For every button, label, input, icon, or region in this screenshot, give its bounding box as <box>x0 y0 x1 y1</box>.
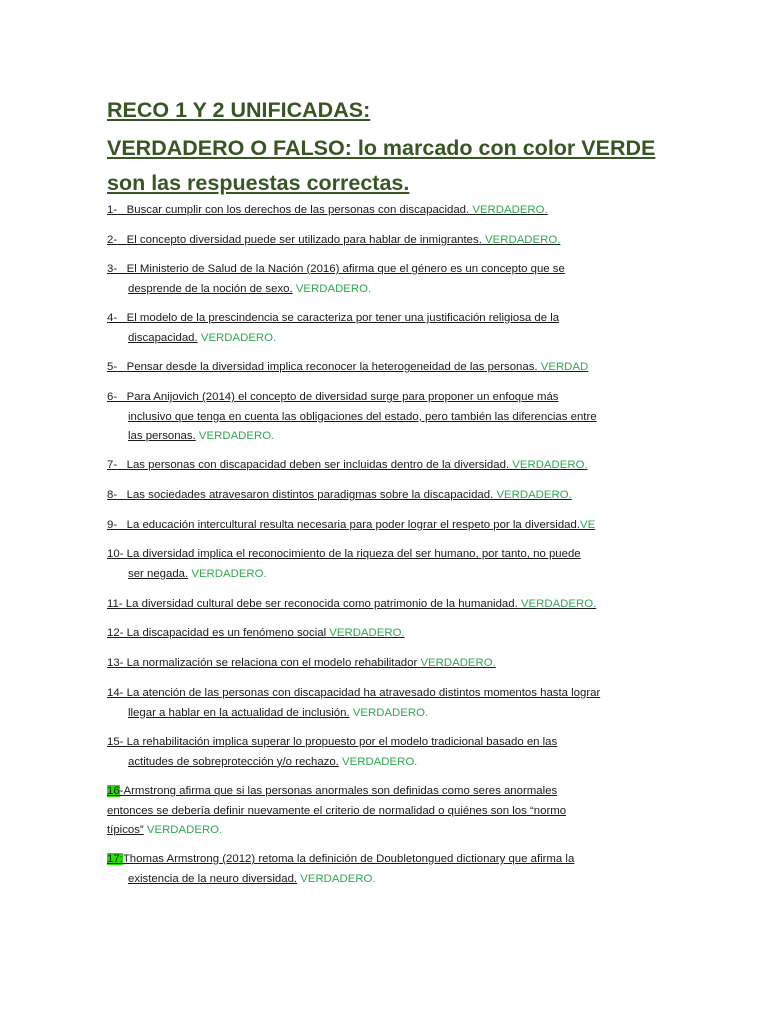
question-text: las personas. <box>128 430 196 443</box>
question-text: existencia de la neuro diversidad. <box>128 872 298 885</box>
answer-label: VERDADERO. <box>295 282 372 295</box>
question-number: 7- <box>107 459 118 471</box>
question-line <box>107 654 667 674</box>
question-number: 1- <box>107 204 118 216</box>
answer-label: VERDADERO. <box>352 706 429 719</box>
question-number: 2- <box>107 234 118 246</box>
question-line <box>107 624 667 644</box>
question-text: La atención de las personas con discapacidad ha atravesado distintos momentos hasta lograr <box>126 687 601 699</box>
question-number: 11- <box>107 598 123 610</box>
answer-label: VERDAD <box>540 361 589 373</box>
question-text: ser negada. <box>128 567 189 580</box>
question-text: inclusivo que tenga en cuenta las obligaciones del estado, pero también las diferencias entre <box>128 410 597 423</box>
question-text: La normalización se relaciona con el modelo rehabilitador <box>126 657 418 669</box>
question-text: entonces se debería definir nuevamente el criterio de normalidad o quiénes son los “normo <box>107 804 567 817</box>
question-number: 13- <box>107 657 124 669</box>
question-line <box>107 358 667 378</box>
question-item-12 <box>107 624 667 644</box>
answer-label: VERDADERO. <box>496 489 572 501</box>
question-line <box>107 516 667 536</box>
question-text: La diversidad cultural debe ser reconocida como patrimonio de la humanidad. <box>125 598 518 610</box>
question-number: 15- <box>107 736 124 748</box>
question-number: 5- <box>107 361 118 373</box>
question-text: El modelo de la prescindencia se caracteriza por tener una justificación religiosa de la <box>126 312 560 324</box>
answer-label: VERDADERO. <box>300 872 376 885</box>
document-subtitle-line-2: son las respuestas correctas. <box>107 171 410 195</box>
question-text: actitudes de sobreprotección y/o rechazo. <box>128 755 339 768</box>
answer-label: VERDADERO. <box>520 598 597 610</box>
question-line <box>107 850 667 870</box>
highlighted-question-number: 16 <box>107 785 120 797</box>
question-number: 14- <box>107 687 124 699</box>
question-line <box>107 427 667 447</box>
question-text: -Armstrong afirma que si las personas anormales son definidas como seres anormales <box>119 785 558 797</box>
question-text: Para Anijovich (2014) el concepto de diversidad surge para proponer un enfoque más <box>126 391 559 403</box>
question-item-7 <box>107 456 667 476</box>
question-item-17 <box>107 850 667 889</box>
question-line <box>107 260 667 280</box>
question-line <box>107 870 667 890</box>
answer-label: VERDADERO. <box>198 430 275 443</box>
question-line <box>107 565 667 585</box>
question-line <box>107 309 667 329</box>
question-item-1 <box>107 201 667 221</box>
question-text: discapacidad. <box>128 331 198 344</box>
question-line <box>107 684 667 704</box>
question-text: Las personas con discapacidad deben ser incluidas dentro de la diversidad. <box>126 459 510 471</box>
question-number: 3- <box>107 263 118 275</box>
question-line <box>107 280 667 300</box>
question-item-3 <box>107 260 667 299</box>
question-number: 8- <box>107 489 118 501</box>
question-text: Thomas Armstrong (2012) retoma la definición de Doubletongued dictionary que afirma la <box>122 853 575 865</box>
question-line <box>107 408 667 428</box>
question-item-16 <box>107 782 667 841</box>
question-line <box>107 821 667 841</box>
question-item-9 <box>107 516 667 536</box>
question-text: La rehabilitación implica superar lo propuesto por el modelo tradicional basado en las <box>126 736 558 748</box>
question-line <box>107 595 667 615</box>
question-item-2 <box>107 231 667 251</box>
question-text: llegar a hablar en la actualidad de inclusión. <box>128 706 350 719</box>
question-line <box>107 201 667 221</box>
answer-label: VERDADERO. <box>472 204 548 216</box>
question-item-15 <box>107 733 667 772</box>
answer-label: VERDADERO. <box>200 331 277 344</box>
question-line <box>107 231 667 251</box>
question-line <box>107 733 667 753</box>
question-number: 9- <box>107 519 118 531</box>
question-item-5 <box>107 358 667 378</box>
answer-label: VE <box>580 519 596 531</box>
question-line <box>107 753 667 773</box>
question-line <box>107 329 667 349</box>
question-text: El Ministerio de Salud de la Nación (2016) afirma que el género es un concepto que se <box>126 263 565 275</box>
question-text: Las sociedades atravesaron distintos paradigmas sobre la discapacidad. <box>126 489 494 501</box>
question-line <box>107 388 667 408</box>
answer-label: VERDADERO. <box>420 657 496 669</box>
highlighted-question-number: 17: <box>107 853 123 865</box>
question-text: La diversidad implica el reconocimiento de la riqueza del ser humano, por tanto, no puede <box>126 548 581 560</box>
question-item-11 <box>107 595 667 615</box>
question-text: Pensar desde la diversidad implica reconocer la heterogeneidad de las personas. <box>126 361 538 373</box>
question-line <box>107 486 667 506</box>
question-item-4 <box>107 309 667 348</box>
answer-label: VERDADERO. <box>512 459 588 471</box>
question-text: La discapacidad es un fenómeno social <box>126 627 327 639</box>
question-line <box>107 704 667 724</box>
question-line <box>107 456 667 476</box>
question-number: 4- <box>107 312 118 324</box>
question-text: Buscar cumplir con los derechos de las personas con discapacidad. <box>126 204 470 216</box>
question-number: 6- <box>107 391 118 403</box>
answer-label: VERDADERO. <box>191 567 267 580</box>
question-item-6 <box>107 388 667 447</box>
question-line <box>107 545 667 565</box>
answer-label: VERDADERO. <box>485 234 561 246</box>
question-item-13 <box>107 654 667 674</box>
question-item-10 <box>107 545 667 584</box>
question-number: 10- <box>107 548 124 560</box>
question-text: típicos” <box>107 824 144 837</box>
answer-label: VERDADERO. <box>329 627 405 639</box>
question-text: La educación intercultural resulta necesaria para poder lograr el respeto por la diversidad. <box>126 519 580 531</box>
answer-label: VERDADERO. <box>146 824 223 837</box>
document-title: RECO 1 Y 2 UNIFICADAS: <box>107 98 371 122</box>
question-number: 12- <box>107 627 124 639</box>
question-text: El concepto diversidad puede ser utilizado para hablar de inmigrantes. <box>126 234 482 246</box>
question-text: desprende de la noción de sexo. <box>128 282 293 295</box>
question-item-14 <box>107 684 667 723</box>
question-item-8 <box>107 486 667 506</box>
answer-label: VERDADERO. <box>342 755 418 768</box>
question-line <box>107 782 667 802</box>
document-subtitle-line-1: VERDADERO O FALSO: lo marcado con color VERDE <box>107 136 656 160</box>
question-line <box>107 802 667 822</box>
